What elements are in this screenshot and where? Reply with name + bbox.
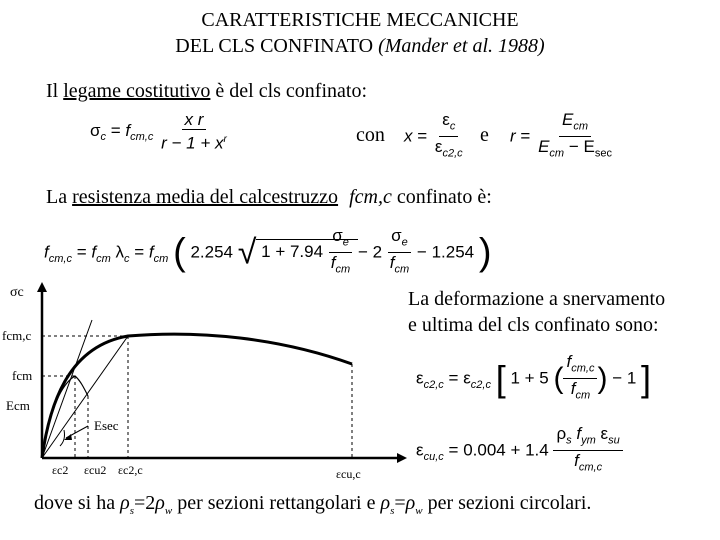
graph-ec2c-label: εc2,c <box>118 463 143 477</box>
intro-text <box>46 80 367 103</box>
eq1-sigma-sub: c <box>100 131 106 144</box>
intro-underlined: legame costitutivo <box>63 80 211 102</box>
graph-esec-arrow <box>64 434 72 440</box>
eq2-lambda: λ <box>115 242 125 262</box>
eq3-paren-open: ( <box>553 361 564 395</box>
eq3-lhs-sub: c2,c <box>423 378 444 391</box>
eq4-const: 0.004 + 1.4 <box>463 440 549 460</box>
equation-eps-cuc <box>416 424 623 478</box>
e-label: e <box>480 124 489 146</box>
footer-text <box>34 492 591 517</box>
eq3-paren-close: ) <box>597 361 608 395</box>
eq3-bracket-open: [ <box>495 357 506 399</box>
eq2-frac2: $\frac{\sigma_e}{f_{cm}}$ <box>389 226 410 276</box>
eq1-r-den: $E_{cm} - E_{sec}$ <box>538 137 612 160</box>
graph-x-arrow <box>397 453 407 463</box>
graph-ec2-label: εc2 <box>52 463 69 477</box>
eq3-frac: $\frac{f_{cm,c}}{f_{cm}}$ <box>563 352 597 406</box>
eq2-c2: 1 + 7.94 <box>261 242 324 262</box>
eq2-paren-open: ( <box>173 231 186 274</box>
graph-ecuc-label: εcu,c <box>336 467 361 481</box>
footer-w1: w <box>164 505 173 517</box>
eq1-r-equals: = <box>520 126 531 146</box>
eq2-f2: f <box>148 242 154 262</box>
intro-prefix: Il <box>46 80 59 102</box>
equation-r <box>510 110 615 164</box>
title-prefix: DEL CLS CONFINATO <box>175 35 374 57</box>
footer-t3: per sezioni circolari. <box>427 492 592 514</box>
footer-t1: dove si ha <box>34 492 116 514</box>
eq4-frac: $\frac{\rho_s f_{ym} \varepsilon_{su}}{f_{cm,c}}$ <box>553 424 622 478</box>
eq2-frac1: $\frac{\sigma_e}{f_{cm}}$ <box>330 226 351 276</box>
graph-fcm-label: fcm <box>12 368 33 383</box>
footer-t2: per sezioni rettangolari e <box>177 492 376 514</box>
eq3-eps-sub: c2,c <box>470 378 491 391</box>
eq1-x-fraction <box>432 110 466 164</box>
eq1-r: r <box>510 126 516 146</box>
footer-rho4: ρ <box>405 492 416 514</box>
footer-w2: w <box>415 505 423 517</box>
footer-eq2: = <box>394 492 406 514</box>
eq1-f: f <box>125 120 131 140</box>
page-title-line1: CARATTERISTICHE MECCANICHE <box>201 9 519 31</box>
footer-rho3: ρ <box>380 492 391 514</box>
con-label: con <box>356 124 385 146</box>
eq1-x-den: $\varepsilon_{c2,c}$ <box>434 137 463 160</box>
eq1-r-fraction <box>535 110 615 164</box>
eq1-x-num: $\varepsilon_c$ <box>439 110 458 137</box>
graph-fcmc-label: fcm,c <box>2 328 32 343</box>
eq1-x-equals: = <box>417 126 428 146</box>
eq2-c3: − 1.254 <box>416 242 475 262</box>
eq2-radicand <box>256 226 358 276</box>
eq1-fraction <box>158 110 230 153</box>
eq3-equals: = <box>448 368 459 388</box>
footer-s2: s <box>390 505 395 517</box>
eq1-equals: = <box>110 120 121 140</box>
equation-sigma-c <box>90 110 230 153</box>
eq1-r-num: $E_{cm}$ <box>559 110 591 137</box>
eq4-equals: = <box>448 440 459 460</box>
eq2-f2-sub: cm <box>153 252 169 265</box>
intro-suffix: è del cls confinato: <box>215 80 368 102</box>
stress-strain-graph <box>0 280 410 486</box>
eq2-lambda-sub: c <box>124 252 130 265</box>
eq1-sigma: σ <box>90 120 101 140</box>
equation-fcmc <box>44 226 492 280</box>
eq1-f-sub: cm,c <box>130 131 154 144</box>
graph-angle-mark <box>60 430 65 446</box>
eq2-equals: = <box>76 242 87 262</box>
eq2-minus2: − 2 <box>357 242 383 262</box>
eq2-f1-sub: cm <box>96 252 111 265</box>
eq3-lhs: ε <box>416 368 424 388</box>
page-title-line2 <box>0 34 720 58</box>
graph-y-arrow <box>37 282 47 292</box>
graph-ecu2-label: εcu2 <box>84 463 107 477</box>
eq1-den: $r - 1 + x^r$ <box>161 133 227 153</box>
eq2-lhs-sub: cm,c <box>48 252 72 265</box>
eq3-one: 1 + 5 <box>510 368 549 388</box>
eq2-sqrt: √ <box>237 233 257 272</box>
resistenza-underlined: resistenza media del calcestruzzo <box>72 186 339 208</box>
eq3-minus1: − 1 <box>612 368 637 388</box>
eq1-x: x <box>404 126 413 146</box>
eq1-num: x r <box>182 110 207 130</box>
resistenza-prefix: La <box>46 186 68 208</box>
deformazione-line2: e ultima del cls confinato sono: <box>408 314 659 336</box>
eq2-equals-2: = <box>134 242 145 262</box>
eq4-lhs: ε <box>416 440 424 460</box>
eq4-lhs-sub: cu,c <box>423 450 444 463</box>
deformazione-line1: La deformazione a snervamento <box>408 288 666 310</box>
equation-eps-c2c <box>416 352 651 406</box>
graph-y-label: σc <box>10 285 24 300</box>
resistenza-text <box>46 186 492 209</box>
eq3-eps: ε <box>463 368 471 388</box>
eq3-bracket-close: ] <box>641 357 652 399</box>
footer-rho1: ρ <box>120 492 130 514</box>
resistenza-symbol: fcm,c <box>349 186 392 208</box>
eq2-lhs: f <box>44 242 49 262</box>
graph-esec-label: Esec <box>94 418 119 433</box>
eq2-c1: 2.254 <box>190 242 233 262</box>
title-citation: (Mander et al. 1988) <box>378 35 545 57</box>
equation-x <box>404 110 466 164</box>
graph-ecm-label: Ecm <box>6 398 30 413</box>
eq2-paren-close: ) <box>478 231 492 274</box>
footer-rho2: ρ <box>155 492 165 514</box>
eq2-f1: f <box>91 242 97 262</box>
footer-s1: s <box>129 505 134 517</box>
footer-eq1: =2 <box>133 492 156 514</box>
resistenza-suffix: confinato è: <box>396 186 492 208</box>
